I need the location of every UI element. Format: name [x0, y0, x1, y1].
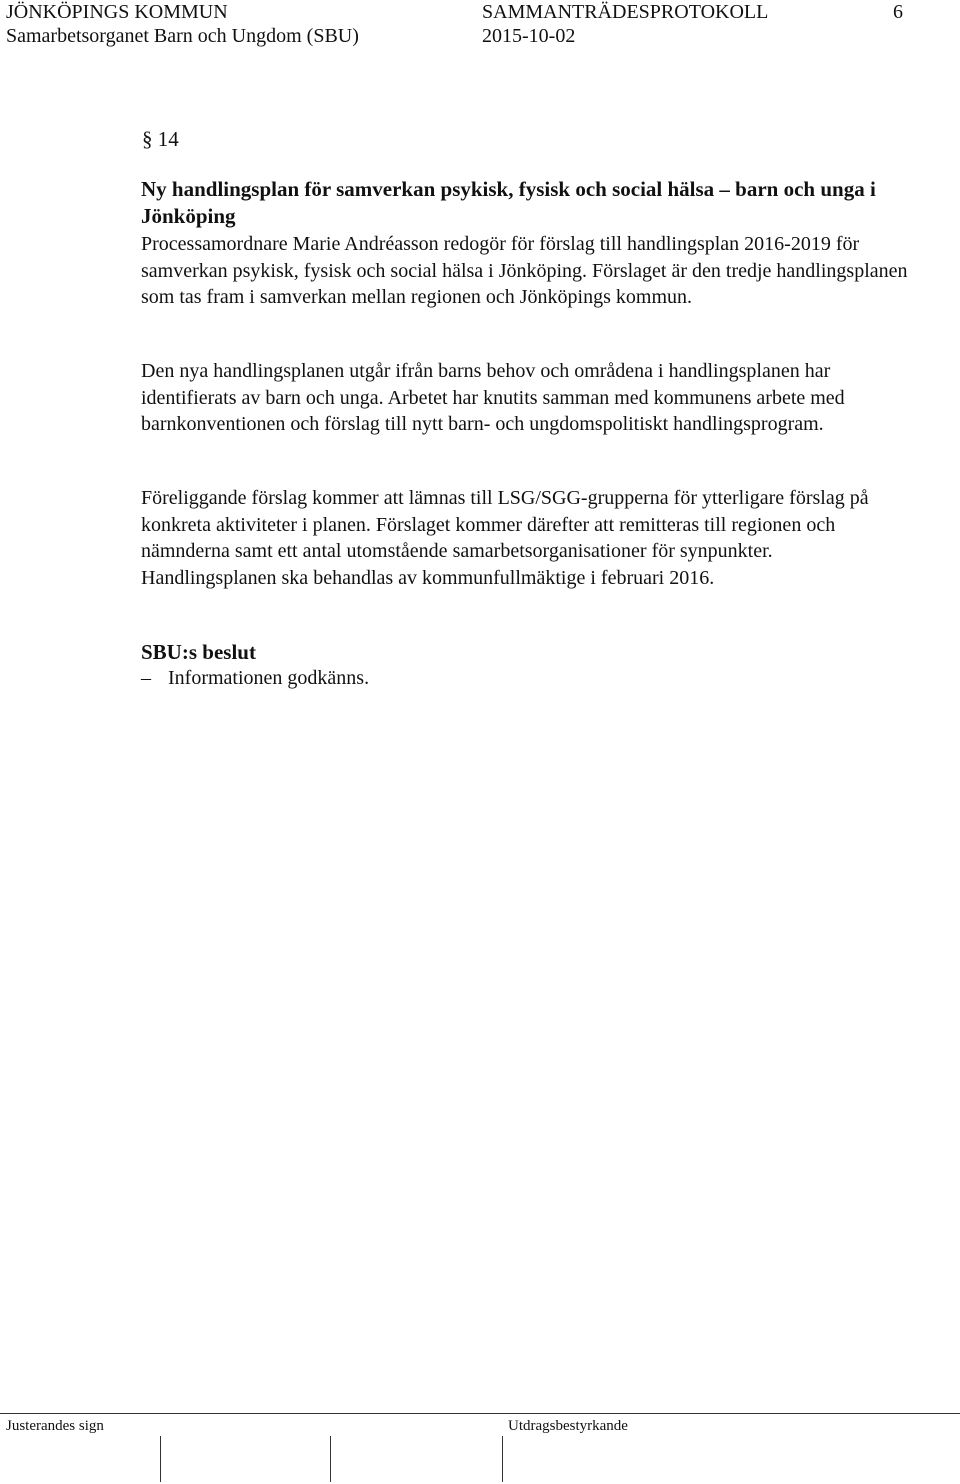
decision-text: Informationen godkänns. — [168, 667, 370, 689]
body-paragraph: Föreliggande förslag kommer att lämnas till LSG/SGG-grupperna för ytterligare förslag på konkreta aktiviteter i planen. Förslaget kommer därefter att remitteras till regionen och nämnderna samt ett antal utomstående samarbetsorganisationer för synpunkter. Handlingsplanen ska behandlas av kommunfullmäktige i februari 2016. — [141, 487, 869, 589]
meeting-date: 2015-10-02 — [482, 25, 576, 47]
body-paragraph: Processamordnare Marie Andréasson redogör för förslag till handlingsplan 2016-2019 för samverkan psykisk, fysisk och social hälsa i Jönköping. Förslaget är den tredje handlingsplanen som tas fram i samverkan mellan regionen och Jönköpings kommun. — [141, 233, 908, 308]
signature-box-divider — [160, 1436, 161, 1482]
committee-name: Samarbetsorganet Barn och Ungdom (SBU) — [6, 25, 359, 47]
utdragsbestyrkande-label: Utdragsbestyrkande — [508, 1418, 628, 1434]
document-type: SAMMANTRÄDESPROTOKOLL — [482, 1, 769, 23]
justerandes-sign-label: Justerandes sign — [6, 1418, 104, 1434]
decision-heading: SBU:s beslut — [141, 640, 256, 664]
paragraph-number: § 14 — [142, 127, 179, 151]
signature-box-divider — [330, 1436, 331, 1482]
footer-divider — [0, 1413, 960, 1414]
decision-item — [141, 665, 369, 691]
list-dash: – — [141, 667, 151, 689]
section-title: Ny handlingsplan för samverkan psykisk, fysisk och social hälsa – barn och unga i Jönköping — [141, 177, 876, 228]
page-number: 6 — [893, 1, 903, 23]
signature-box-divider — [502, 1436, 503, 1482]
organization-name: JÖNKÖPINGS KOMMUN — [6, 1, 228, 23]
body-paragraph: Den nya handlingsplanen utgår ifrån barns behov och områdena i handlingsplanen har identifierats av barn och unga. Arbetet har knutits samman med kommunens arbete med barnkonventionen och förslag till nytt barn- och ungdomspolitiskt handlingsprogram. — [141, 360, 845, 435]
